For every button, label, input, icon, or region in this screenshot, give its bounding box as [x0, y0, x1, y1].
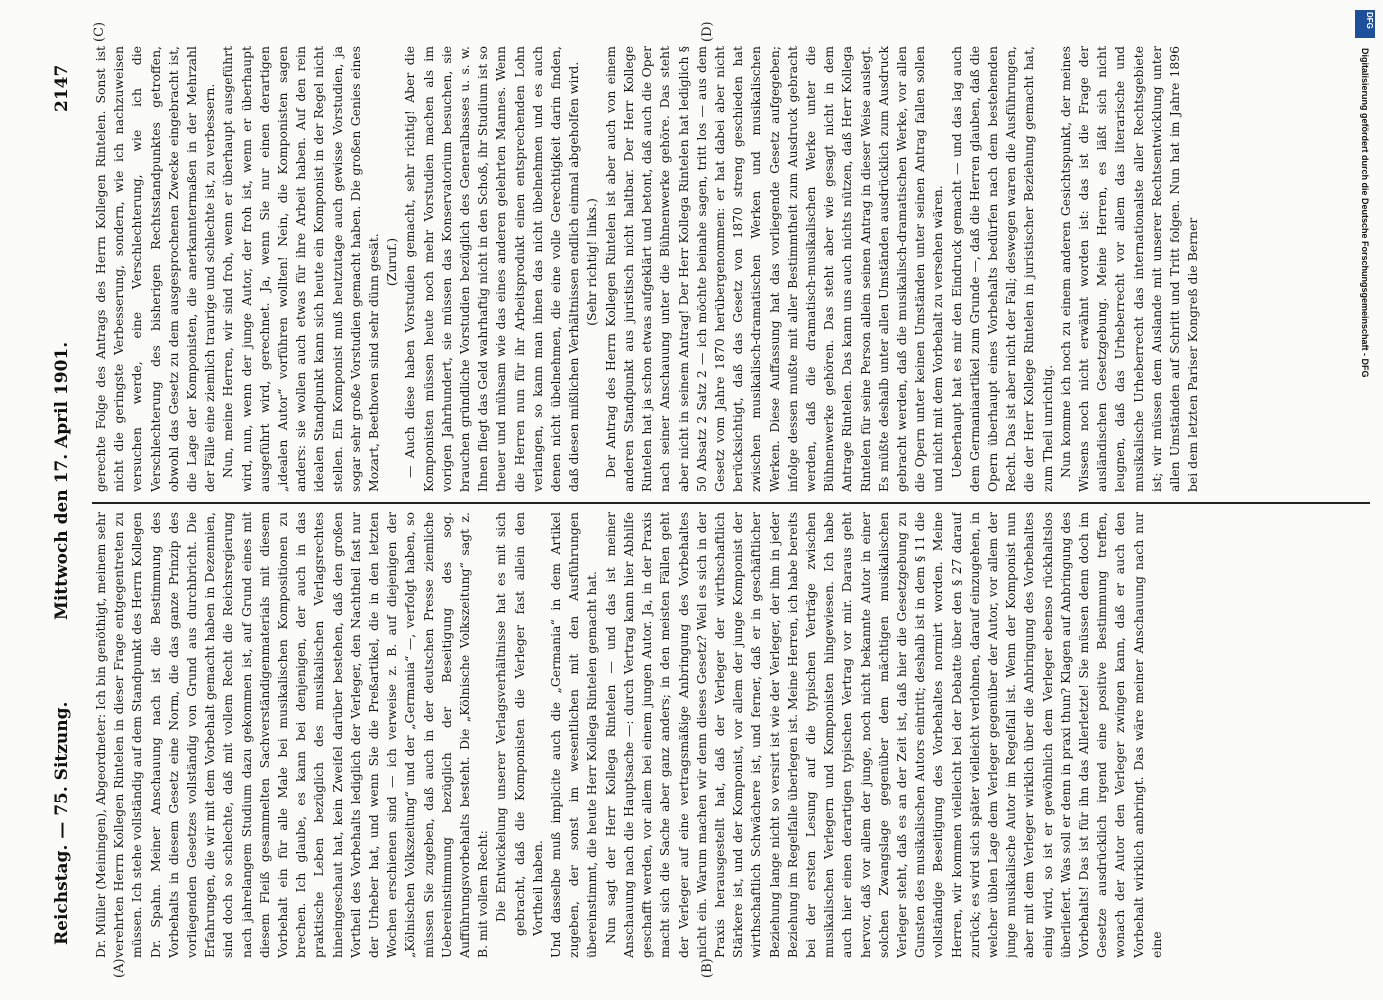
page-number: 2147	[52, 64, 72, 112]
paragraph: Nun komme ich noch zu einem anderen Gesichtspunkt, der meines Wissens noch nicht erwähnt worden ist: das ist die Frage der ausländischen Gesetzgebung. Meine Herren, es läßt sich nicht leugnen, daß das Urheberrecht vor allem das literarische und musikalische Urheberrecht das internationalste aller Rechtsgebiete ist; wir müssen dem Auslande mit unserer Rechtsentwicklung unter allen Umständen auf Schritt und Tritt folgen. Nun hat im Jahre 1896 bei dem letzten Pariser Kongreß die Berner	[1057, 46, 1201, 492]
interjection: (Zuruf.)	[384, 237, 400, 287]
margin-mark-c: (C)	[92, 21, 107, 42]
margin-mark-a: (A)	[112, 958, 127, 978]
left-text-column	[92, 512, 1370, 958]
digitization-note	[1352, 8, 1380, 988]
paragraph: — Auch diese haben Vorstudien gemacht, sehr richtig! Aber die Komponisten müssen heute noch mehr Vorstudien machen als im vorigen Jahrhundert, sie müssen das Konservatorium besuchen, sie brauchen gründliche Vorstudien bezüglich des Generalbasses u. s. w. Ihnen fliegt das Geld wahrhaftig nicht in den Schoß, ihr Studium ist so theuer und mühsam wie das eines anderen gelehrten Mannes. Wenn die Herren nun für ihr Arbeitsprodukt einen entsprechenden Lohn verlangen, so kann man ihnen das nicht übelnehmen und es auch denen nicht übelnehmen, die eine volle Gerechtigkeit darin finden, daß diesen mißlichen Verhältnissen endlich einmal abgeholfen wird.	[402, 46, 582, 492]
interjection: (Sehr richtig! links.)	[584, 198, 600, 326]
running-header-left: Reichstag. — 75. Sitzung.	[52, 701, 72, 945]
digitization-note-text: Digitalisierung gefördert durch die Deutsche Forschungsgemeinschaft - DFG	[1360, 48, 1370, 378]
running-header-center: Mittwoch den 17. April 1901.	[52, 341, 72, 620]
paragraph: Ueberhaupt hat es mir den Eindruck gemacht — und das lag auch dem Germaniaartikel zum Grunde —, daß die Herren glauben, daß die Opern überhaupt eines Vorbehalts bedürfen nach dem bestehenden Recht. Das ist aber nicht der Fall; deswegen waren die Ausführungen, die der Herr Kollege Rintelen in juristischer Beziehung gemacht hat, zum Theil unrichtig.	[948, 46, 1055, 492]
paragraph: Dr. Müller (Meiningen), Abgeordneter: Ich bin genöthigt, meinem sehr verehrten Herrn Kollegen Rintelen in dieser Frage entgegentreten zu müssen. Ich stehe vollständig auf dem Standpunkt des Herrn Kollegen Dr. Spahn. Meiner Anschauung nach ist die Bestimmung des Vorbehalts in diesem Gesetz eine Norm, die das ganze Prinzip des vorliegenden Gesetzes vollständig von Grund aus durchbricht. Die Erfahrungen, die wir mit dem Vorbehalt gemacht haben in Dezennien, sind doch so schlechte, daß mit vollem Recht die Reichsregierung nach jahrelangem Studium dazu gekommen ist, auf Grund eines mit diesem Fleiß gesammelten Sachverständigenmaterials mit diesem Vorbehalt ein für alle Male bei musikalischen Kompositionen zu brechen. Ich glaube, es kann bei denjenigen, der auch in das praktische Leben bezüglich des musikalischen Verlagsrechtes hineingeschaut hat, kein Zweifel darüber bestehen, daß den großen Vortheil des Vorbehalts lediglich der Verleger, den Nachtheil fast nur der Urheber hat, und wenn Sie die Preßartikel, die in den letzten Wochen erschienen sind — ich verweise z. B. auf diejenigen der „Kölnischen Volkszeitung“ und der „Germania“ —, verfolgt haben, so müssen Sie zugeben, daß auch in der deutschen Presse ziemliche Uebereinstimmung bezüglich der Beseitigung des sog. Aufführungsvorbehalts besteht. Die „Kölnische Volkszeitung“ sagt z. B. mit vollem Recht:	[93, 512, 491, 958]
paragraph: Die Entwickelung unserer Verlagsverhältnisse hat es mit sich gebracht, daß die Komponisten die Verleger fast allein den Vortheil haben.	[493, 512, 545, 936]
paragraph: Nun sagt der Herr Kollega Rintelen — und das ist meiner Anschauung nach die Hauptsache —: durch Vertrag kann hier Abhilfe geschafft werden, vor allem bei einem jungen Autor. Ja, in der Praxis macht sich die Sache aber ganz anders; in den meisten Fällen geht der Verleger auf eine vertragsmäßige Anbringung des Vorbehaltes nicht ein. Warum machen wir denn dieses Gesetz? Weil es sich in der Praxis herausgestellt hat, daß der Verleger der wirthschaftlich Stärkere ist, und der Komponist, vor allem der junge Komponist der wirthschaftlich Schwächere ist, und ferner, daß er in geschäftlicher Beziehung lange nicht so versirt ist wie der Verleger, der ihm in jeder Beziehung im Regelfalle überlegen ist. Meine Herren, ich habe bereits bei der ersten Lesung auf die typischen Verträge zwischen musikalischen Verlegern und Komponisten hingewiesen. Ich habe auch hier einen derartigen typischen Vertrag vor mir. Daraus geht hervor, daß vor allem der junge, noch nicht bekannte Autor in einer solchen Zwangslage gegenüber dem mächtigen musikalischen Verleger steht, daß es an der Zeit ist, daß hier die Gesetzgebung zu Gunsten des musikalischen Autors eintritt; deshalb ist in dem § 11 die vollständige Beseitigung des Vorbehaltes normirt worden. Meine Herren, wir kommen vielleicht bei der Debatte über den § 27 darauf zurück; es wird sich später vielleicht verlohnen, darauf einzugehen, in welcher üblen Lage dem Verleger gegenüber der Autor, vor allem der junge musikalische Autor im Regelfall ist. Wenn der Komponist nun aber mit dem Verleger wirklich über die Anbringung des Vorbehaltes einig wird, so ist er gewöhnlich dem Verleger ebenso rückhaltslos überliefert. Was soll er denn in praxi thun? Klagen auf Anbringung des Vorbehalts! Das ist für ihn das Allerletzte! Sie müssen denn doch im Gesetze ausdrücklich irgend eine positive Bestimmung treffen, wonach der Autor den Verleger zwingen kann, daß er auch den Vorbehalt wirklich anbringt. Das wäre meiner Anschauung nach nur eine	[602, 512, 1164, 958]
paragraph: Nun, meine Herren, wir sind froh, wenn er überhaupt ausgeführt wird, nun, wenn der junge Autor, der froh ist, wenn er überhaupt ausgeführt wird, gerechnet. Ja, wenn Sie nur einen derartigen „idealen Autor“ vorführen wollten! Nein, die Komponisten sagen anders: sie wollen auch etwas für ihre Arbeit haben. Auf den rein idealen Standpunkt kann sich heute ein Komponist in der Regel nicht stellen. Ein Komponist muß heutzutage auch gewisse Vorstudien, ja sogar sehr große Vorstudien gemacht haben. Die großen Genies eines Mozart, Beethoven sind sehr dünn gesät.	[220, 46, 382, 492]
paragraph: Der Antrag des Herrn Kollegen Rintelen ist aber auch von einem anderen Standpunkt aus juristisch nicht haltbar. Der Herr Kollege Rintelen hat ja schon etwas aufgeklärt und betont, daß auch die Oper nach seiner Anschauung unter die Bühnenwerke gehöre. Das steht aber nicht in seinem Antrag! Der Herr Kollega Rintelen hat lediglich § 50 Absatz 2 Satz 2 — ich möchte beinahe sagen, tritt los — aus dem Gesetz vom Jahre 1870 herübergenommen: er hat dabei aber nicht berücksichtigt, daß das Gesetz von 1870 streng geschieden hat zwischen musikalisch-dramatischen Werken und musikalischen Werken. Diese Auffassung hat das vorliegende Gesetz aufgegeben; infolge dessen mußte mit aller Bestimmtheit zum Ausdruck gebracht werden, daß die dramatisch-musikalischen Werke unter die Bühnenwerke gehören. Das steht aber wie gesagt nicht in dem Antrage Rintelen. Das kann uns auch nichts nützen, daß Herr Kollega Rintelen für seine Person allein seinen Antrag in dieser Weise auslegt. Es müßte deshalb unter allen Umständen ausdrücklich zum Ausdruck gebracht werden, daß die musikalisch-dramatischen Werke, vor allen die Opern unter keinen Umständen unter seinen Antrag fallen sollen und nicht mit dem Vorbehalt zu versehen wären.	[602, 46, 946, 492]
right-text-column	[92, 46, 1370, 492]
dfg-logo-text: DFG	[1365, 12, 1374, 29]
margin-mark-d: (D)	[700, 21, 715, 42]
margin-mark-b: (B)	[700, 958, 715, 978]
paragraph: gerechte Folge des Antrags des Herrn Kollegen Rintelen. Sonst ist nicht die geringste Verbesserung, sondern, wie ich nachzuweisen versuchen werde, eine Verschlechterung, wie ich die Verschlechterung des bisherigen Rechtsstandpunktes getroffen, obwohl das Gesetz zu dem ausgesprochenen Zwecke eingebracht ist, die Lage der Komponisten, die anerkanntermaßen in der Mehrzahl der Fälle eine ziemlich traurige und schlechte ist, zu verbessern.	[93, 46, 218, 492]
paragraph: Und dasselbe muß implicite auch die „Germania“ in dem Artikel zugeben, der sonst im wesentlichen mit den Ausführungen übereinstimmt, die heute Herr Kollega Rintelen gemacht hat.	[548, 512, 600, 958]
column-divider	[92, 502, 1370, 504]
